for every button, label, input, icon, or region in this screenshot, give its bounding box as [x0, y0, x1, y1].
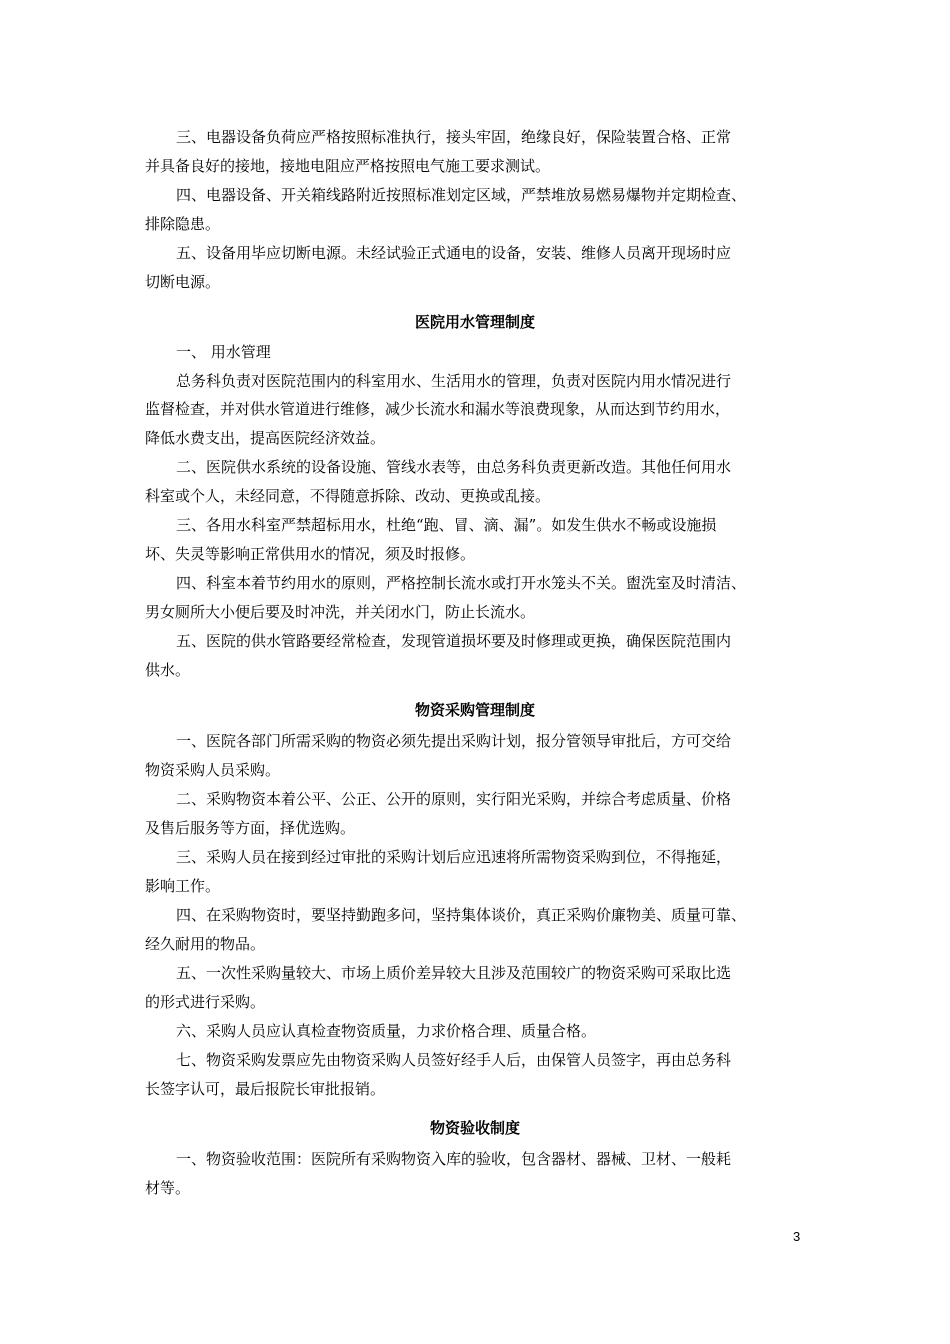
- paragraph-line: 六、采购人员应认真检查物资质量，力求价格合理、质量合格。: [176, 1022, 597, 1040]
- paragraph-line: 五、设备用毕应切断电源。未经试验正式通电的设备，安装、维修人员离开现场时应: [176, 244, 732, 262]
- paragraph-line: 二、采购物资本着公平、公正、公开的原则，实行阳光采购，并综合考虑质量、价格: [176, 790, 732, 808]
- paragraph-line: 坏、失灵等影响正常供用水的情况，须及时报修。: [145, 545, 476, 563]
- section-heading-acceptance: 物资验收制度: [429, 1119, 520, 1137]
- paragraph-line: 三、电器设备负荷应严格按照标准执行，接头牢固，绝缘良好，保险装置合格、正常: [176, 128, 732, 146]
- paragraph-line: 四、科室本着节约用水的原则，严格控制长流水或打开水笼头不关。盥洗室及时清洁、: [176, 574, 747, 592]
- paragraph-line: 长签字认可，最后报院长审批报销。: [145, 1080, 386, 1098]
- paragraph-line: 物资采购人员采购。: [145, 761, 281, 779]
- paragraph-line: 的形式进行采购。: [145, 993, 266, 1011]
- page-number: 3: [793, 1229, 801, 1244]
- paragraph-line: 切断电源。: [145, 273, 221, 291]
- paragraph-line: 科室或个人，未经同意，不得随意拆除、改动、更换或乱接。: [145, 487, 551, 505]
- paragraph-line: 总务科负责对医院范围内的科室用水、生活用水的管理，负责对医院内用水情况进行: [176, 372, 732, 390]
- paragraph-line: 七、物资采购发票应先由物资采购人员签好经手人后，由保管人员签字，再由总务科: [176, 1051, 732, 1069]
- paragraph-line: 四、在采购物资时，要坚持勤跑多问，坚持集体谈价，真正采购价廉物美、质量可靠、: [176, 906, 747, 924]
- paragraph-line: 三、各用水科室严禁超标用水，杜绝“跑、冒、滴、漏”。如发生供水不畅或设施损: [176, 516, 717, 534]
- paragraph-line: 经久耐用的物品。: [145, 935, 266, 953]
- paragraph-line: 一、医院各部门所需采购的物资必须先提出采购计划，报分管领导审批后，方可交给: [176, 732, 732, 750]
- paragraph-line: 材等。: [145, 1179, 191, 1197]
- paragraph-line: 四、电器设备、开关箱线路附近按照标准划定区域，严禁堆放易燃易爆物并定期检查、: [176, 186, 747, 204]
- paragraph-line: 三、采购人员在接到经过审批的采购计划后应迅速将所需物资采购到位，不得拖延，: [176, 848, 732, 866]
- section-heading-water: 医院用水管理制度: [414, 313, 535, 331]
- paragraph-line: 降低水费支出，提高医院经济效益。: [145, 429, 386, 447]
- paragraph-line: 男女厕所大小便后要及时冲洗，并关闭水门，防止长流水。: [145, 603, 536, 621]
- paragraph-line: 并具备良好的接地，接地电阻应严格按照电气施工要求测试。: [145, 157, 551, 175]
- paragraph-line: 供水。: [145, 661, 191, 679]
- paragraph-line: 及售后服务等方面，择优选购。: [145, 819, 356, 837]
- paragraph-line: 一、物资验收范围：医院所有采购物资入库的验收，包含器材、器械、卫材、一般耗: [176, 1150, 732, 1168]
- paragraph-line: 二、医院供水系统的设备设施、管线水表等，由总务科负责更新改造。其他任何用水: [176, 458, 732, 476]
- paragraph-line: 一、 用水管理: [176, 343, 271, 361]
- paragraph-line: 影响工作。: [145, 877, 221, 895]
- paragraph-line: 五、一次性采购量较大、市场上质价差异较大且涉及范围较广的物资采购可采取比选: [176, 964, 732, 982]
- paragraph-line: 监督检查，并对供水管道进行维修，减少长流水和漏水等浪费现象，从而达到节约用水，: [145, 400, 731, 418]
- section-heading-purchase: 物资采购管理制度: [414, 701, 535, 719]
- paragraph-line: 排除隐患。: [145, 215, 221, 233]
- paragraph-line: 五、医院的供水管路要经常检查，发现管道损坏要及时修理或更换，确保医院范围内: [176, 632, 732, 650]
